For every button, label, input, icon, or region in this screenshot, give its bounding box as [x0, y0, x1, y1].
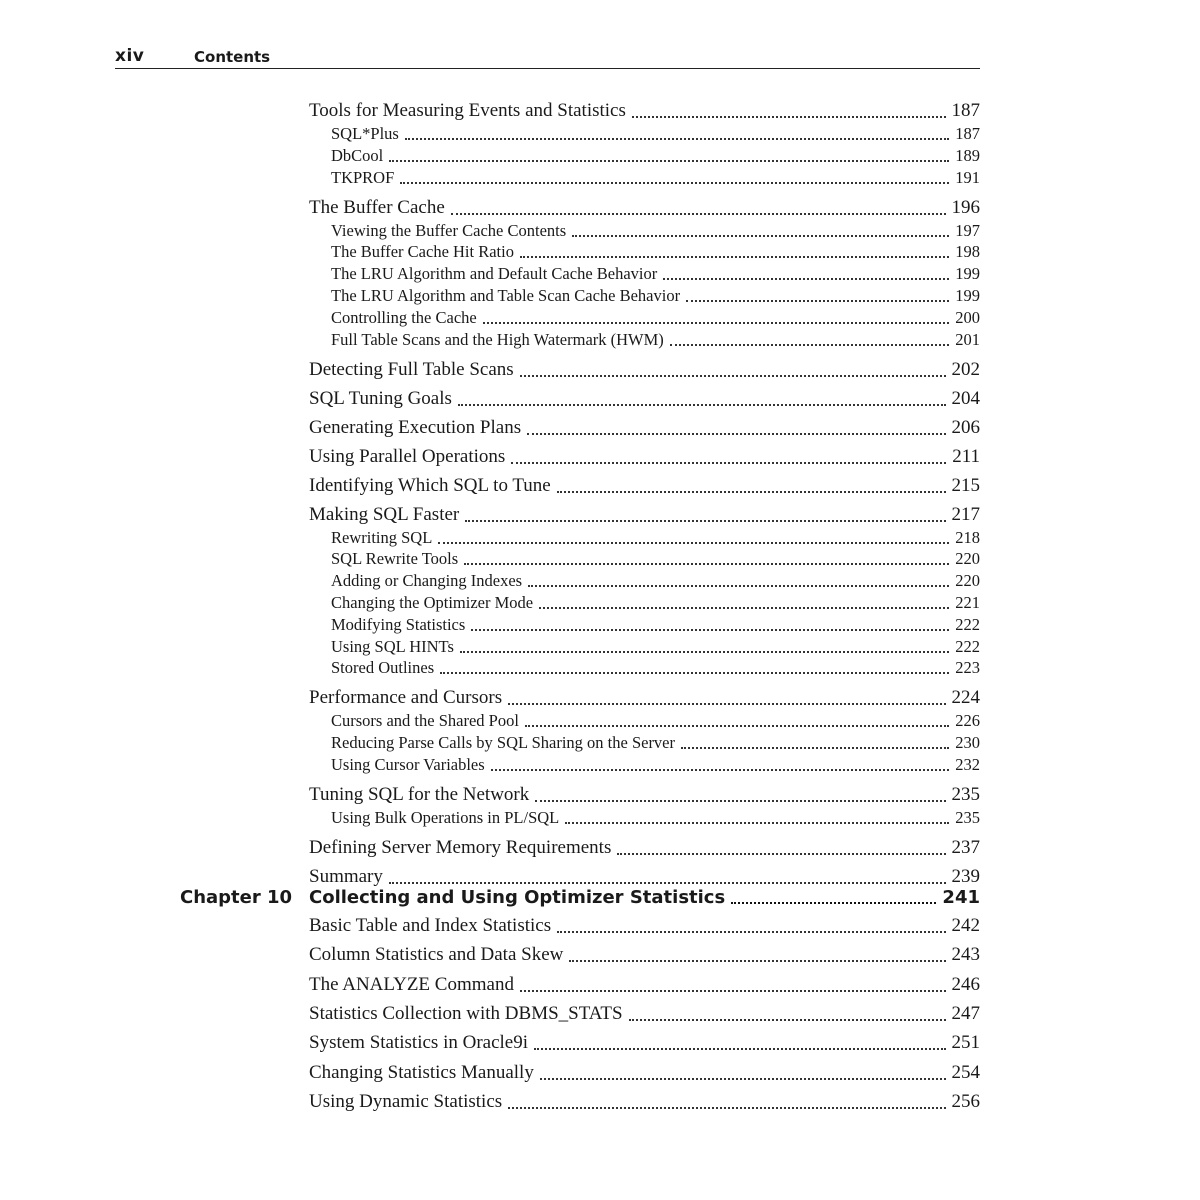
- entry-title: Full Table Scans and the High Watermark (HWM): [331, 329, 664, 349]
- toc-section-entry: [309, 388, 980, 410]
- dot-leader: [670, 344, 949, 346]
- dot-leader: [535, 800, 945, 802]
- toc-subsection-entry: [331, 637, 980, 657]
- entry-title: Summary: [309, 866, 383, 887]
- dot-leader: [460, 651, 949, 653]
- entry-title: SQL*Plus: [331, 124, 399, 143]
- entry-page: 215: [951, 474, 980, 496]
- dot-leader: [534, 1048, 945, 1050]
- entry-page: 200: [955, 307, 980, 327]
- entry-page: 254: [951, 1061, 980, 1083]
- entry-page: 220: [955, 571, 980, 591]
- dot-leader: [483, 322, 950, 324]
- toc-subsection-entry: [331, 593, 980, 613]
- entry-title: Performance and Cursors: [309, 687, 503, 709]
- dot-leader: [731, 902, 936, 904]
- entry-page: 224: [951, 687, 980, 709]
- toc-subsection-entry: [331, 711, 980, 731]
- dot-leader: [511, 462, 946, 464]
- entry-title: Adding or Changing Indexes: [331, 571, 523, 591]
- toc-subsection-entry: [331, 242, 980, 262]
- entry-page: 251: [951, 1032, 980, 1054]
- entry-page: 232: [955, 755, 980, 774]
- dot-leader: [464, 563, 949, 565]
- dot-leader: [528, 585, 949, 587]
- entry-page: 235: [955, 808, 980, 827]
- dot-leader: [389, 882, 946, 884]
- dot-leader: [471, 629, 949, 631]
- dot-leader: [629, 1019, 946, 1021]
- toc-subsection-entry: [331, 308, 980, 328]
- toc-subsection-entry: [331, 658, 980, 678]
- toc-section-entry: [309, 837, 980, 859]
- dot-leader: [557, 931, 945, 933]
- entry-page: 221: [955, 593, 980, 612]
- dot-leader: [400, 182, 949, 184]
- entry-page: 199: [955, 264, 980, 284]
- entry-page: 242: [951, 915, 980, 936]
- entry-title: Tuning SQL for the Network: [309, 784, 530, 805]
- dot-leader: [525, 725, 949, 727]
- toc-section-entry: [309, 504, 980, 526]
- entry-page: 218: [955, 527, 980, 547]
- entry-title: DbCool: [331, 145, 384, 165]
- toc-subsection-entry: [331, 330, 980, 350]
- entry-title: Changing Statistics Manually: [309, 1061, 534, 1083]
- entry-title: Using Dynamic Statistics: [309, 1090, 503, 1112]
- chapter-page: 241: [942, 887, 980, 908]
- entry-page: 247: [951, 1002, 980, 1024]
- toc-section-entry: [309, 784, 980, 806]
- toc-section-entry: [309, 1062, 980, 1084]
- entry-page: 256: [951, 1090, 980, 1112]
- toc-subsection-entry: [331, 755, 980, 775]
- dot-leader: [491, 769, 950, 771]
- entry-title: Using Parallel Operations: [309, 445, 506, 467]
- toc-subsection-entry: [331, 221, 980, 241]
- toc-subsection-entry: [331, 286, 980, 306]
- entry-page: 220: [955, 549, 980, 569]
- entry-title: Using SQL HINTs: [331, 636, 454, 656]
- entry-title: The LRU Algorithm and Default Cache Behavior: [331, 264, 658, 284]
- entry-page: 243: [951, 944, 980, 966]
- entry-page: 201: [955, 329, 980, 349]
- entry-title: Column Statistics and Data Skew: [309, 944, 564, 966]
- entry-title: Cursors and the Shared Pool: [331, 711, 519, 731]
- dot-leader: [632, 116, 946, 118]
- toc-section-entry: [309, 944, 980, 966]
- entry-title: Rewriting SQL: [331, 527, 433, 547]
- dot-leader: [617, 853, 945, 855]
- dot-leader: [520, 256, 949, 258]
- entry-title: The Buffer Cache: [309, 196, 445, 218]
- entry-title: SQL Tuning Goals: [309, 387, 452, 409]
- entry-title: Generating Execution Plans: [309, 416, 522, 438]
- entry-page: 198: [955, 242, 980, 262]
- running-header: [115, 46, 980, 69]
- entry-page: 204: [951, 387, 980, 409]
- toc-section-entry: [309, 197, 980, 219]
- entry-title: Basic Table and Index Statistics: [309, 915, 552, 936]
- entry-title: Defining Server Memory Requirements: [309, 837, 612, 858]
- entry-title: TKPROF: [331, 167, 395, 187]
- dot-leader: [465, 520, 945, 522]
- dot-leader: [686, 300, 949, 302]
- entry-title: SQL Rewrite Tools: [331, 549, 459, 569]
- toc-subsection-entry: [331, 124, 980, 144]
- toc-section-entry: [309, 417, 980, 439]
- entry-page: 189: [955, 145, 980, 165]
- toc-subsection-entry: [331, 146, 980, 166]
- entry-page: 197: [955, 220, 980, 240]
- entry-page: 239: [951, 866, 980, 887]
- chapter-label: Chapter 10: [180, 887, 293, 908]
- entry-title: Tools for Measuring Events and Statistics: [309, 100, 626, 121]
- chapter-title: Collecting and Using Optimizer Statistics: [309, 887, 726, 908]
- entry-title: The Buffer Cache Hit Ratio: [331, 242, 514, 262]
- toc-subsection-entry: [331, 615, 980, 635]
- entry-page: 237: [951, 837, 980, 858]
- dot-leader: [440, 672, 949, 674]
- entry-title: Identifying Which SQL to Tune: [309, 474, 551, 496]
- toc-subsection-entry: [331, 168, 980, 188]
- toc-section-entry: [309, 100, 980, 122]
- entry-page: 202: [951, 358, 980, 380]
- entry-title: Stored Outlines: [331, 658, 435, 678]
- toc-section-entry: [309, 359, 980, 381]
- dot-leader: [539, 607, 949, 609]
- toc-section-entry: [309, 915, 980, 937]
- entry-page: 222: [955, 614, 980, 634]
- dot-leader: [540, 1078, 946, 1080]
- toc-subsection-entry: [331, 733, 980, 753]
- dot-leader: [663, 278, 949, 280]
- toc-section-entry: [309, 1091, 980, 1113]
- dot-leader: [681, 747, 949, 749]
- dot-leader: [520, 990, 946, 992]
- entry-title: The LRU Algorithm and Table Scan Cache Behavior: [331, 286, 681, 305]
- toc-subsection-entry: [331, 571, 980, 591]
- entry-title: Making SQL Faster: [309, 503, 460, 525]
- entry-title: Modifying Statistics: [331, 614, 466, 634]
- entry-page: 226: [955, 711, 980, 731]
- entry-title: The ANALYZE Command: [309, 973, 514, 995]
- entry-page: 246: [951, 973, 980, 995]
- entry-page: 223: [955, 658, 980, 678]
- toc-section-entry: [309, 687, 980, 709]
- dot-leader: [520, 375, 946, 377]
- chapter-heading: [180, 887, 980, 908]
- toc-section-entry: [309, 974, 980, 996]
- entry-page: 187: [951, 100, 980, 121]
- toc-section-entry: [309, 475, 980, 497]
- toc-section-entry: [309, 866, 980, 888]
- entry-page: 199: [955, 286, 980, 305]
- header-title: Contents: [194, 48, 271, 66]
- toc-subsection-entry: [331, 549, 980, 569]
- entry-title: System Statistics in Oracle9i: [309, 1032, 529, 1054]
- dot-leader: [458, 404, 946, 406]
- entry-page: 191: [955, 167, 980, 187]
- entry-page: 222: [955, 636, 980, 656]
- entry-title: Changing the Optimizer Mode: [331, 593, 534, 612]
- toc-section-entry: [309, 1003, 980, 1025]
- entry-page: 217: [951, 503, 980, 525]
- dot-leader: [565, 822, 949, 824]
- toc-subsection-entry: [331, 528, 980, 548]
- toc-subsection-entry: [331, 264, 980, 284]
- entry-title: Using Bulk Operations in PL/SQL: [331, 808, 560, 827]
- dot-leader: [508, 1107, 945, 1109]
- entry-page: 211: [952, 445, 980, 467]
- dot-leader: [451, 213, 946, 215]
- dot-leader: [557, 491, 946, 493]
- dot-leader: [389, 160, 949, 162]
- toc-subsection-entry: [331, 808, 980, 828]
- entry-page: 196: [951, 196, 980, 218]
- dot-leader: [405, 138, 949, 140]
- entry-title: Controlling the Cache: [331, 307, 477, 327]
- dot-leader: [569, 960, 945, 962]
- entry-title: Reducing Parse Calls by SQL Sharing on the Server: [331, 733, 676, 753]
- entry-title: Statistics Collection with DBMS_STATS: [309, 1002, 623, 1024]
- entry-title: Detecting Full Table Scans: [309, 358, 514, 380]
- dot-leader: [572, 235, 949, 237]
- entry-page: 235: [951, 784, 980, 805]
- dot-leader: [527, 433, 945, 435]
- entry-page: 206: [951, 416, 980, 438]
- toc-section-entry: [309, 446, 980, 468]
- page-number: xiv: [115, 46, 145, 66]
- dot-leader: [438, 542, 949, 544]
- entry-page: 187: [955, 124, 980, 143]
- entry-page: 230: [955, 733, 980, 753]
- toc-section-entry: [309, 1032, 980, 1054]
- dot-leader: [508, 703, 945, 705]
- entry-title: Viewing the Buffer Cache Contents: [331, 220, 567, 240]
- entry-title: Using Cursor Variables: [331, 755, 485, 774]
